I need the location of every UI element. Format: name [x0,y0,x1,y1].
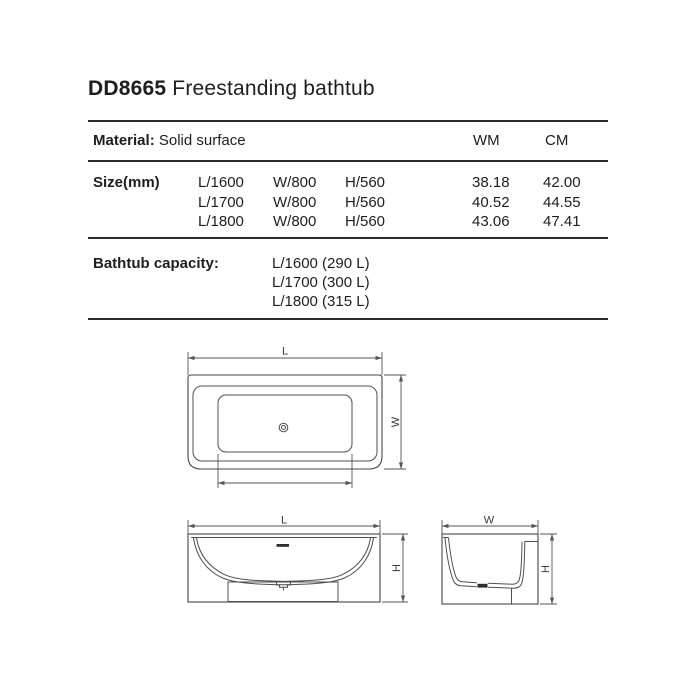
drain-icon [478,584,488,588]
arrowhead-icon [550,534,554,541]
front-view [188,515,408,603]
arrowhead-icon [188,524,195,528]
arrowhead-icon [346,481,353,485]
table-rule-after-material [88,160,608,162]
size-cell-wm: 43.06 [472,213,510,230]
side-view-width-label: W [483,514,495,527]
material-row [93,131,246,151]
arrowhead-icon [376,356,383,360]
table-rule-after-size [88,237,608,239]
top-view [188,346,406,489]
size-cell-cm: 42.00 [543,174,581,191]
drain-icon [279,423,288,432]
table-rule-bottom [88,318,608,320]
size-cell-height: H/560 [345,194,386,211]
front-view-length-label: L [280,514,288,527]
arrowhead-icon [399,463,403,470]
size-cell-width: W/800 [273,213,317,230]
size-cell-width: W/800 [273,174,317,191]
top-view-width-label: W [390,416,402,428]
size-cell-cm: 47.41 [543,213,581,230]
arrowhead-icon [218,481,225,485]
arrowhead-icon [401,596,405,603]
drain-icon [277,581,291,590]
technical-drawing [0,330,700,700]
size-label: Size(mm) [93,174,160,191]
top-view-length-label: L [281,345,289,358]
capacity-label: Bathtub capacity: [93,255,219,272]
arrowhead-icon [532,524,539,528]
size-cell-height: H/560 [345,174,386,191]
size-cell-length: L/1600 [198,174,244,191]
column-header-wm: WM [473,132,500,149]
capacity-value: L/1700 (300 L) [272,274,370,291]
top-view-basin-dimension [218,454,352,488]
size-cell-height: H/560 [345,213,386,230]
arrowhead-icon [399,375,403,382]
side-view [442,515,557,605]
size-cell-wm: 38.18 [472,174,510,191]
page-title [88,76,375,102]
column-header-cm: CM [545,132,569,149]
capacity-value: L/1800 (315 L) [272,293,370,310]
arrowhead-icon [374,524,381,528]
material-value: Solid surface [158,132,246,149]
arrowhead-icon [188,356,195,360]
size-cell-length: L/1800 [198,213,244,230]
product-name: Freestanding bathtub [172,77,375,100]
front-view-height-label: H [391,564,403,572]
model-number: DD8665 [88,77,167,100]
overflow-icon [277,544,290,547]
material-label: Material: [93,132,155,149]
capacity-value: L/1600 (290 L) [272,255,370,272]
size-cell-length: L/1700 [198,194,244,211]
arrowhead-icon [442,524,449,528]
arrowhead-icon [401,534,405,541]
arrowhead-icon [550,598,554,605]
size-cell-wm: 40.52 [472,194,510,211]
size-cell-width: W/800 [273,194,317,211]
bowl-inner-surface [449,538,523,584]
side-view-height-label: H [540,565,552,573]
size-cell-cm: 44.55 [543,194,581,211]
table-rule-top [88,120,608,122]
tub-outer-edge [188,375,382,469]
drain-icon [282,426,286,430]
